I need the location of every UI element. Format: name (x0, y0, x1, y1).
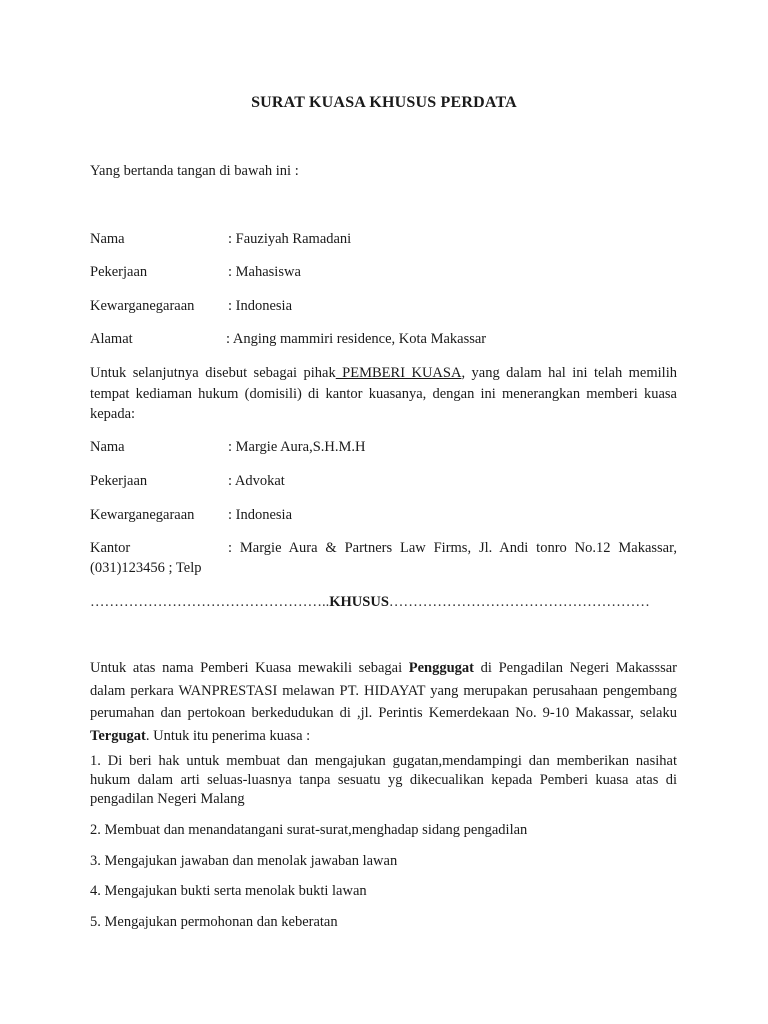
penerima-nama-row (90, 437, 365, 457)
list-item-3: 3. Mengajukan jawaban dan menolak jawaban lawan (90, 853, 398, 869)
pemberi-kuasa-paragraph (90, 363, 677, 425)
para2-text-2: di Pengadilan Negeri Makasssar dalam perkara WANPRESTASI melawan PT. HIDAYAT yang merupakan perusahaan pengembang perumahan dan pertokoan berkedudukan di ,jl. Perintis Kemerdekaan No. 9-10 Makassar, selaku (90, 660, 677, 721)
pemberi-kewarganegaraan-label: Kewarganegaraan (90, 298, 195, 314)
list-item-4: 4. Mengajukan bukti serta menolak bukti lawan (90, 883, 367, 899)
penerima-kewarganegaraan-value: : Indonesia (228, 507, 293, 523)
intro-text: Yang bertanda tangan di bawah ini : (90, 163, 299, 179)
pemberi-pekerjaan-label: Pekerjaan (90, 264, 148, 280)
penerima-kantor-label: Kantor (90, 540, 131, 556)
pemberi-alamat-value: : Anging mammiri residence, Kota Makassar (226, 331, 487, 347)
pemberi-pekerjaan-value: : Mahasiswa (228, 264, 301, 280)
pemberi-kuasa-term: PEMBERI KUASA (335, 365, 462, 381)
pemberi-alamat-label: Alamat (90, 331, 133, 347)
khusus-separator (90, 592, 677, 612)
pemberi-nama-row (90, 229, 351, 249)
list-item-5: 5. Mengajukan permohonan dan keberatan (90, 914, 338, 930)
pemberi-nama-label: Nama (90, 231, 125, 247)
penerima-pekerjaan-value: : Advokat (228, 473, 285, 489)
para1-post: , yang dalam hal ini telah memilih tempat kediaman hukum (domisili) di kantor kuasanya, dengan ini menerangkan memberi kuasa kepada: (90, 365, 677, 422)
mandate-paragraph (90, 657, 677, 747)
para1-pre: Untuk selanjutnya disebut sebagai pihak (90, 365, 336, 381)
penerima-pekerjaan-label: Pekerjaan (90, 473, 148, 489)
penerima-kewarganegaraan-row (90, 505, 292, 525)
penggugat-term: Penggugat (408, 660, 475, 676)
penerima-pekerjaan-row (90, 471, 285, 491)
para2-text-1: Untuk atas nama Pemberi Kuasa mewakili sebagai (90, 660, 409, 676)
penerima-kantor-value: : Margie Aura & Partners Law Firms, Jl. Andi tonro No.12 Makassar, (031)123456 ; Telp (90, 540, 677, 576)
tergugat-term: Tergugat (90, 727, 146, 744)
pemberi-kewarganegaraan-value: : Indonesia (228, 298, 293, 314)
penerima-kantor-row (90, 538, 677, 578)
separator-left-dots: ………………………………………….. (90, 594, 330, 610)
pemberi-pekerjaan-row (90, 262, 301, 282)
penerima-nama-label: Nama (90, 439, 125, 455)
khusus-heading: KHUSUS (329, 594, 389, 610)
penerima-nama-value: : Margie Aura,S.H.M.H (228, 439, 366, 455)
para2-text-3: . Untuk itu penerima kuasa : (145, 727, 311, 744)
pemberi-alamat-row (90, 329, 486, 349)
penerima-kewarganegaraan-label: Kewarganegaraan (90, 507, 195, 523)
separator-right-dots: ……………………………………………… (388, 594, 650, 610)
list-item-1: 1. Di beri hak untuk membuat dan mengajukan gugatan,mendampingi dan memberikan nasihat hukum dalam arti seluas-luasnya tanpa sesuatu yg dikecualikan kepada Pemberi kuasa atas di pengadilan Negeri Malang (90, 753, 677, 807)
pemberi-kewarganegaraan-row (90, 296, 292, 316)
document-title: SURAT KUASA KHUSUS PERDATA (251, 94, 517, 111)
list-item-2: 2. Membuat dan menandatangani surat-surat,menghadap sidang pengadilan (90, 822, 528, 838)
pemberi-nama-value: : Fauziyah Ramadani (228, 231, 352, 247)
